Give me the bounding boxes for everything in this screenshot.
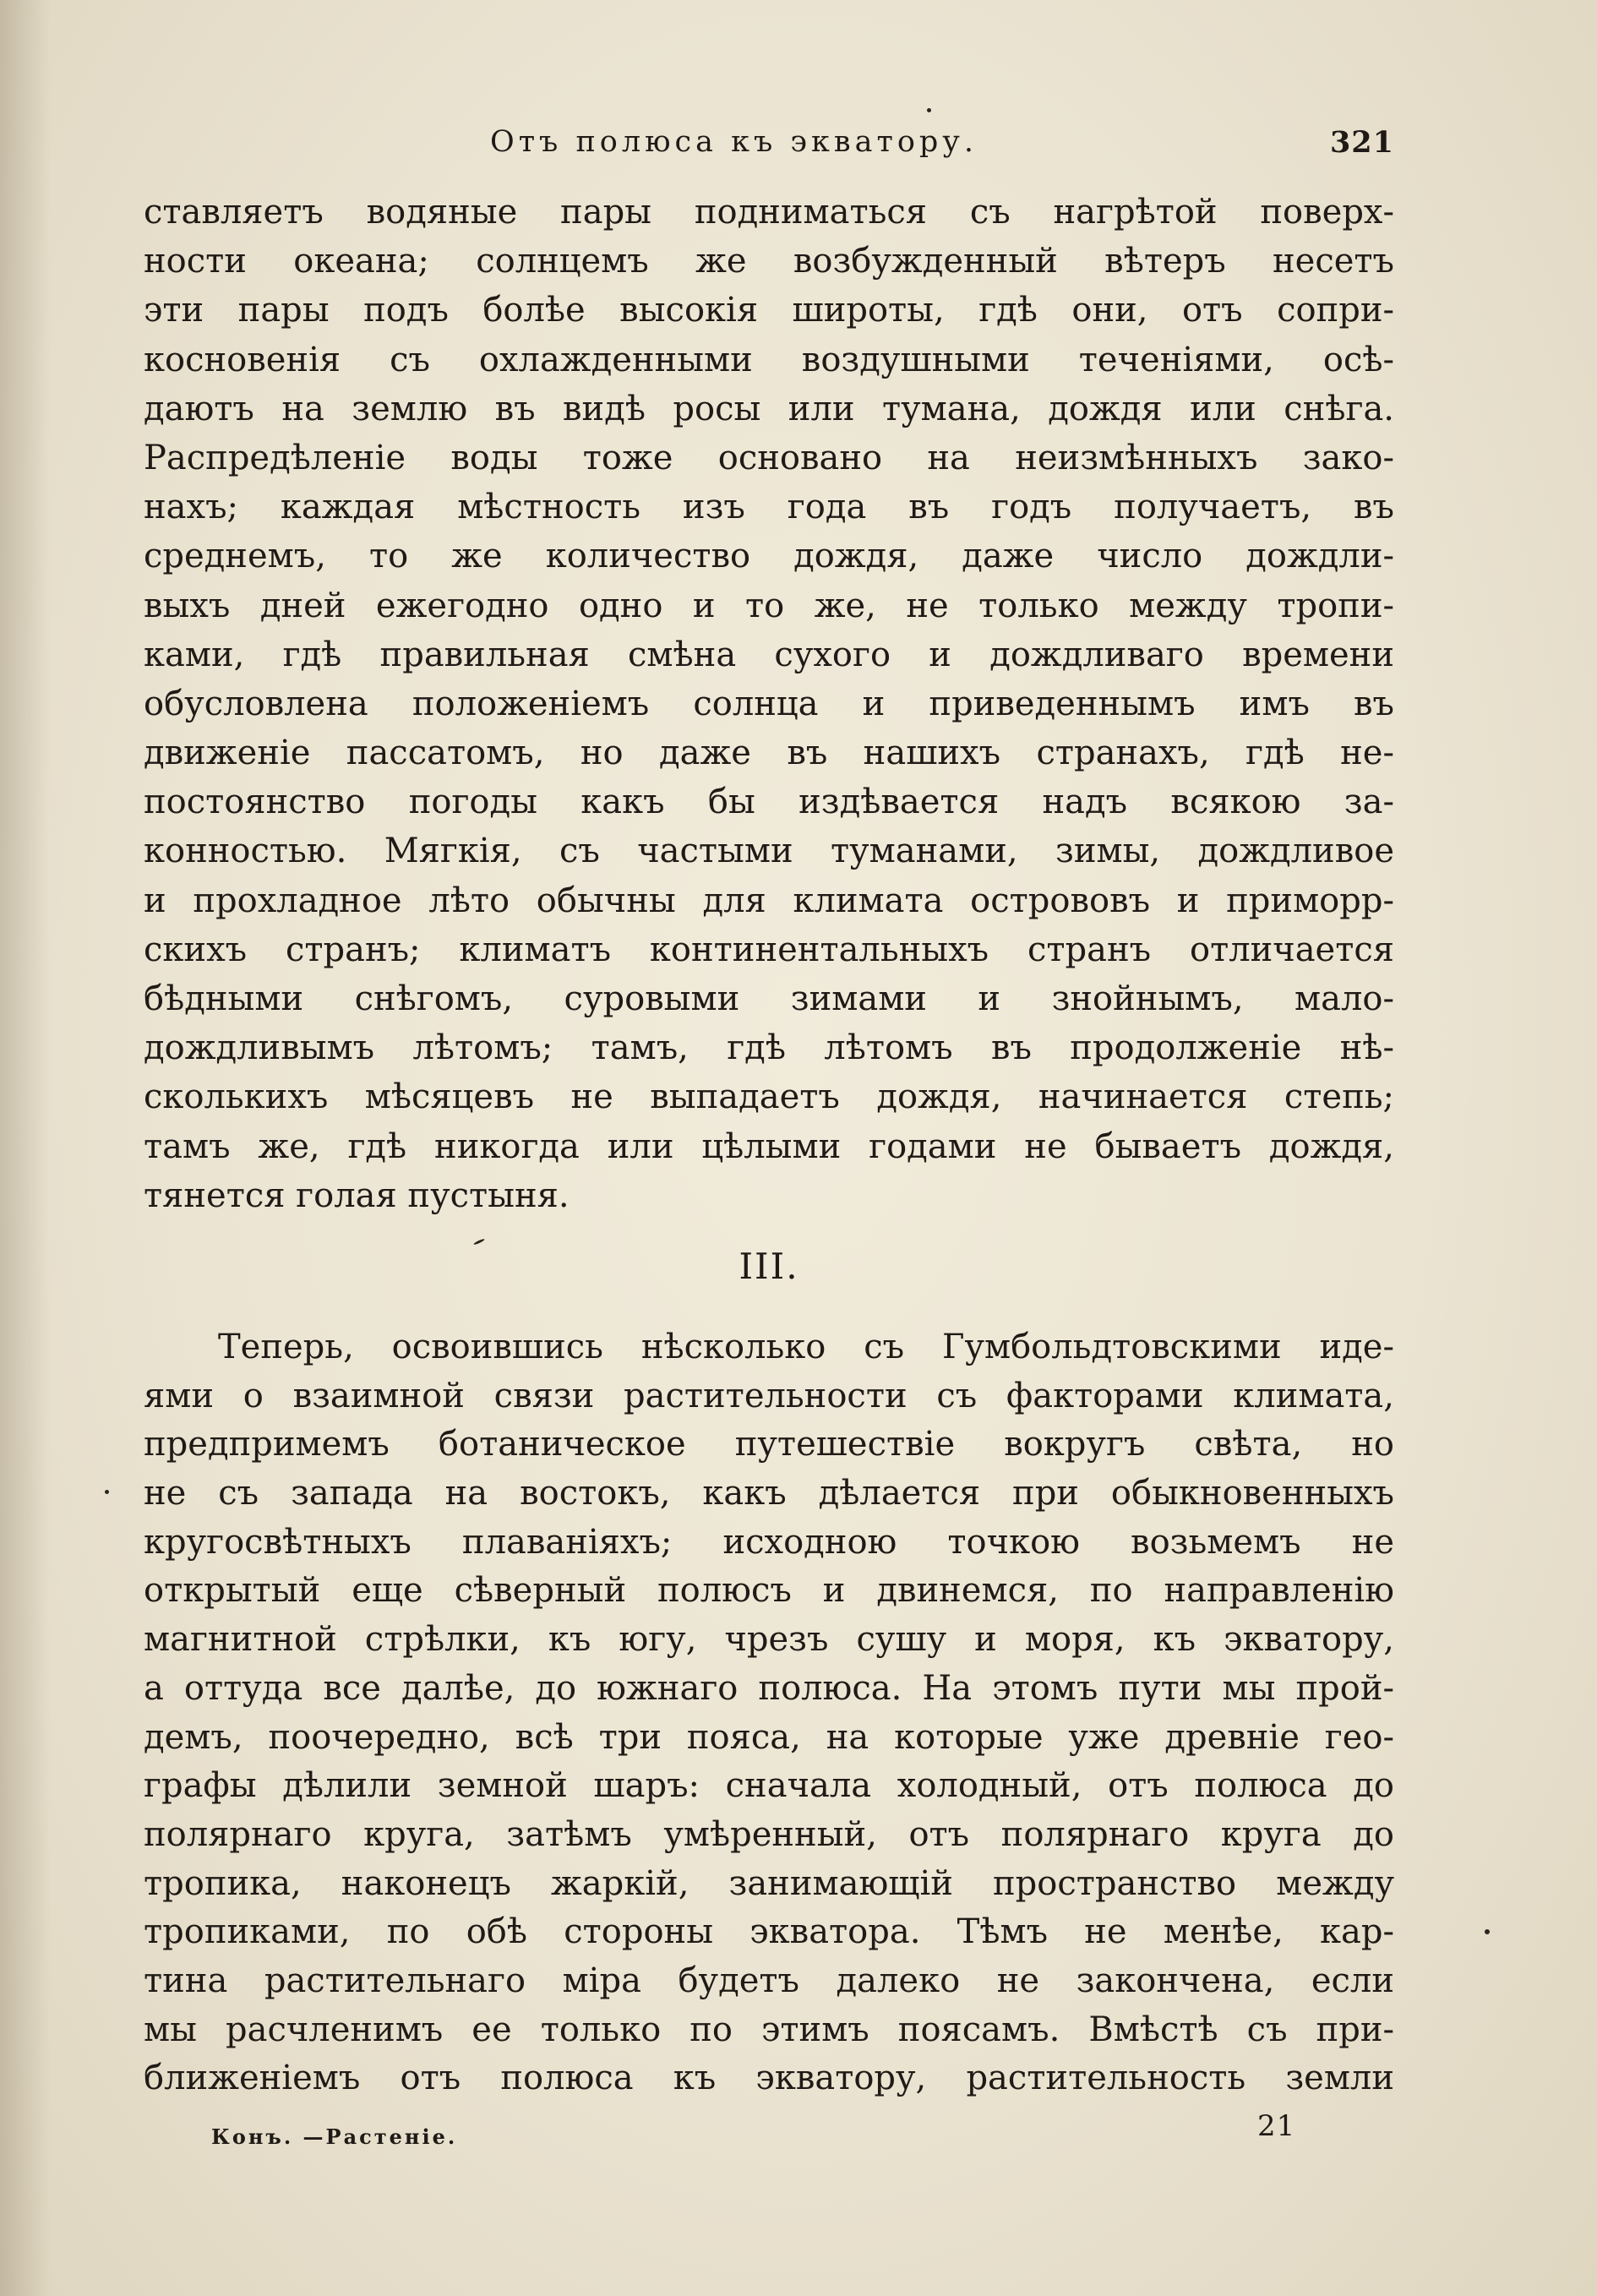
text-line: тина растительнаго міра будетъ далеко не закончена, если (144, 1961, 1394, 2000)
text-line: ями о взаимной связи растительности съ факторами климата, (144, 1376, 1394, 1415)
text-line: выхъ дней ежегодно одно и то же, не только между тропи- (144, 586, 1394, 625)
text-line: и прохладное лѣто обычны для климата острововъ и приморр- (144, 881, 1394, 920)
text-line: ближеніемъ отъ полюса къ экватору, растительность земли (144, 2059, 1394, 2098)
text-line: тянется голая пустыня. (144, 1175, 570, 1215)
text-line: ставляетъ водяные пары подниматься съ нагрѣтой поверх- (144, 193, 1394, 232)
ink-speck (927, 108, 931, 112)
text-line: Теперь, освоившись нѣсколько съ Гумбольдтовскими иде- (218, 1328, 1394, 1366)
page-number: 321 (1329, 125, 1394, 160)
running-head (144, 125, 1394, 167)
text-line: открытый еще сѣверный полюсъ и двинемся, по направленію (144, 1571, 1394, 1611)
text-line: предпримемъ ботаническое путешествіе вокругъ свѣта, но (144, 1425, 1394, 1464)
binding-shadow (0, 0, 51, 2296)
text-line: ности океана; солнцемъ же возбужденный вѣтеръ несетъ (144, 242, 1394, 281)
text-line: тамъ же, гдѣ никогда или цѣлыми годами не бываетъ дождя, (144, 1126, 1394, 1166)
text-line: демъ, поочередно, всѣ три пояса, на которые уже древніе гео- (144, 1717, 1394, 1757)
text-line: нахъ; каждая мѣстность изъ года въ годъ получаетъ, въ (144, 488, 1394, 527)
text-line: не съ запада на востокъ, какъ дѣлается при обыкновенныхъ (144, 1474, 1394, 1513)
text-line: дождливымъ лѣтомъ; тамъ, гдѣ лѣтомъ въ продолженіе нѣ- (144, 1028, 1394, 1068)
text-line: ками, гдѣ правильная смѣна сухого и дождливаго времени (144, 635, 1394, 674)
text-line: эти пары подъ болѣе высокія широты, гдѣ они, отъ сопри- (144, 291, 1394, 330)
sheet-number: 21 (1257, 2109, 1296, 2143)
text-line: среднемъ, то же количество дождя, даже число дождли- (144, 537, 1394, 576)
text-line: Распредѣленіе воды тоже основано на неизмѣнныхъ зако- (144, 438, 1394, 477)
text-line: постоянство погоды какъ бы издѣвается надъ всякою за- (144, 783, 1394, 822)
text-line: тропиками, по обѣ стороны экватора. Тѣмъ не менѣе, кар- (144, 1912, 1394, 1952)
section-heading: III. (739, 1246, 799, 1287)
text-line: обусловлена положеніемъ солнца и приведеннымъ имъ въ (144, 684, 1394, 723)
text-line: тропика, наконецъ жаркій, занимающій пространство между (144, 1863, 1394, 1903)
running-title: Отъ полюса къ экватору. (490, 125, 978, 159)
text-line: графы дѣлили земной шаръ: сначала холодный, отъ полюса до (144, 1766, 1394, 1806)
paragraph-section-three (144, 1323, 1394, 2103)
text-line: даютъ на землю въ видѣ росы или тумана, дождя или снѣга. (144, 389, 1394, 428)
paragraph-continued (144, 188, 1394, 1220)
text-line: косновенія съ охлажденными воздушными теченіями, осѣ- (144, 340, 1394, 379)
text-line: а оттуда все далѣе, до южнаго полюса. На этомъ пути мы прой- (144, 1668, 1394, 1708)
text-line: бѣдными снѣгомъ, суровыми зимами и знойнымъ, мало- (144, 979, 1394, 1018)
text-line: мы расчленимъ ее только по этимъ поясамъ. Вмѣстѣ съ при- (144, 2010, 1394, 2049)
text-line: сколькихъ мѣсяцевъ не выпадаетъ дождя, начинается степь; (144, 1077, 1394, 1117)
text-line: движеніе пассатомъ, но даже въ нашихъ странахъ, гдѣ не- (144, 734, 1394, 773)
ink-speck (105, 1490, 109, 1494)
text-line: магнитной стрѣлки, къ югу, чрезъ сушу и моря, къ экватору, (144, 1620, 1394, 1660)
text-line: конностью. Мягкія, съ частыми туманами, зимы, дождливое (144, 832, 1394, 871)
ink-speck (1485, 1929, 1490, 1934)
printer-signature: Конъ. —Растеніе. (211, 2124, 458, 2149)
text-line: кругосвѣтныхъ плаваніяхъ; исходною точкою возьмемъ не (144, 1522, 1394, 1562)
text-line: скихъ странъ; климатъ континентальныхъ странъ отличается (144, 930, 1394, 969)
text-line: полярнаго круга, затѣмъ умѣренный, отъ полярнаго круга до (144, 1814, 1394, 1854)
